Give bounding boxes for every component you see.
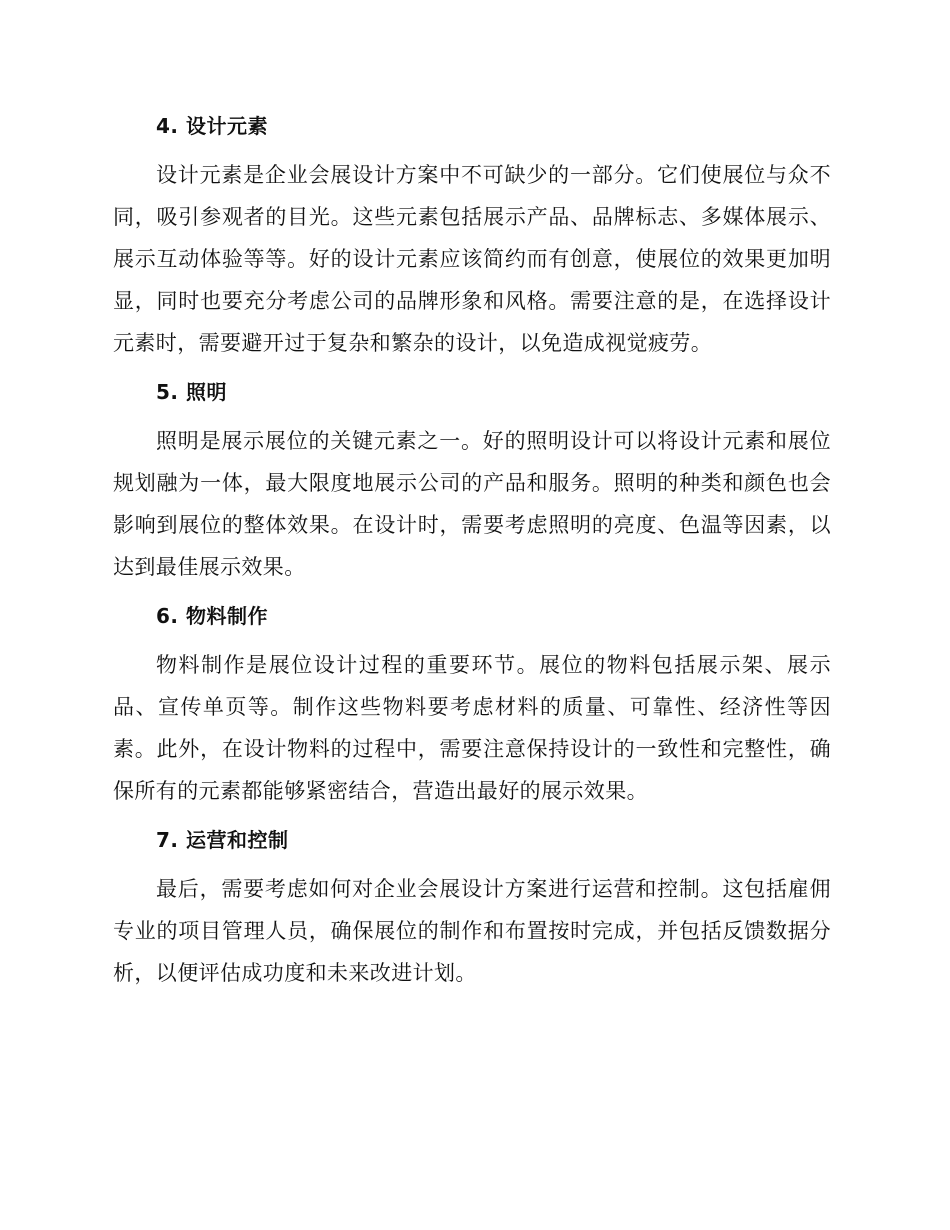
section-lighting <box>113 374 831 588</box>
section-paragraph: 照明是展示展位的关键元素之一。好的照明设计可以将设计元素和展位规划融为一体，最大限度地展示公司的产品和服务。照明的种类和颜色也会影响到展位的整体效果。在设计时，需要考虑照明的亮度、色温等因素，以达到最佳展示效果。 <box>113 429 831 579</box>
section-paragraph: 最后，需要考虑如何对企业会展设计方案进行运营和控制。这包括雇佣专业的项目管理人员，确保展位的制作和布置按时完成，并包括反馈数据分析，以便评估成功度和未来改进计划。 <box>113 877 831 985</box>
section-heading: 4. 设计元素 <box>156 114 268 138</box>
section-design-elements <box>113 108 831 364</box>
section-operations <box>113 822 831 994</box>
section-materials <box>113 598 831 812</box>
section-paragraph: 物料制作是展位设计过程的重要环节。展位的物料包括展示架、展示品、宣传单页等。制作这些物料要考虑材料的质量、可靠性、经济性等因素。此外，在设计物料的过程中，需要注意保持设计的一致性和完整性，确保所有的元素都能够紧密结合，营造出最好的展示效果。 <box>113 653 831 803</box>
section-heading: 6. 物料制作 <box>156 604 268 628</box>
section-paragraph: 设计元素是企业会展设计方案中不可缺少的一部分。它们使展位与众不同，吸引参观者的目光。这些元素包括展示产品、品牌标志、多媒体展示、展示互动体验等等。好的设计元素应该简约而有创意，使展位的效果更加明显，同时也要充分考虑公司的品牌形象和风格。需要注意的是，在选择设计元素时，需要避开过于复杂和繁杂的设计，以免造成视觉疲劳。 <box>113 163 831 355</box>
section-heading: 7. 运营和控制 <box>156 828 289 852</box>
document-page <box>113 108 831 1004</box>
section-heading: 5. 照明 <box>156 380 227 404</box>
